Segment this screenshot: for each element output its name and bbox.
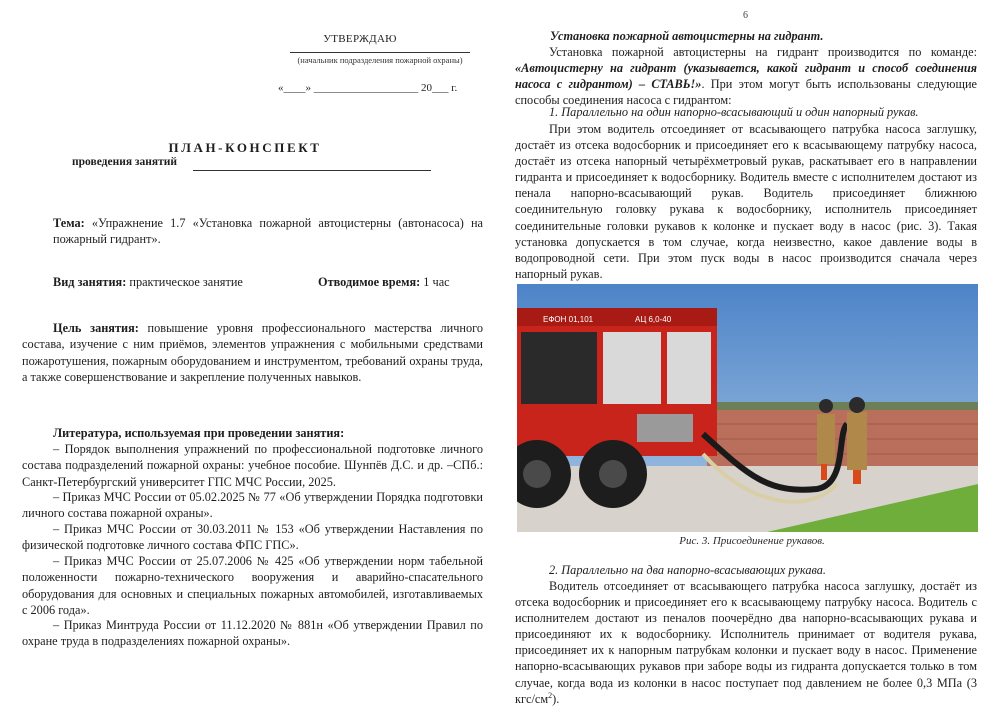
conduct-blank-line <box>193 170 431 171</box>
method-2-paragraph <box>515 578 977 707</box>
method-2-heading: 2. Параллельно на два напорно-всасывающих рукава. <box>549 563 826 577</box>
kind-label: Вид занятия: <box>53 275 127 289</box>
time-value: 1 час <box>420 275 450 289</box>
goal-text: повышение уровня профессионального мастерства личного состава, изучение с ним приёмов, элементов упражнения с мобильными средствами пожаротушения, пожарным оборудованием и инструментом, требований охраны труда, а также совершенствование и закрепление полученных навыков. <box>22 321 484 384</box>
literature-item: – Приказ МЧС России от 05.02.2025 № 77 «Об утверждении Порядка подготовки личного состава пожарной охраны». <box>22 490 483 521</box>
time-label: Отводимое время: <box>318 275 421 289</box>
literature-item: – Приказ МЧС России от 30.03.2011 № 153 «Об утверждении Наставления по физической подготовке личного состава ФПС ГПС». <box>22 522 483 553</box>
theme-label: Тема: <box>53 216 85 230</box>
goal-label: Цель занятия: <box>53 321 139 335</box>
lesson-kind <box>53 275 243 290</box>
intro-text: Установка пожарной автоцистерны на гидрант производится по команде: <box>549 45 977 59</box>
right-page <box>500 0 1000 715</box>
goal-paragraph <box>22 320 483 385</box>
approve-date-line: «____» ___________________ 20___ г. <box>278 82 458 94</box>
section-heading: Установка пожарной автоцистерны на гидрант. <box>550 29 824 43</box>
truck-side-text: ЕФОН 01,101 <box>543 315 594 324</box>
intro-paragraph <box>515 44 977 108</box>
theme-paragraph <box>53 215 483 247</box>
allotted-time <box>318 275 450 290</box>
conduct-label: проведения занятий <box>72 156 178 168</box>
approve-position-caption: (начальник подразделения пожарной охраны) <box>297 55 463 65</box>
method-2-text-end: ). <box>552 691 560 706</box>
intro-text-end: . При этом могут быть использованы следующие способы соединения насоса с гидрантом: <box>515 77 977 108</box>
theme-text: «Упражнение 1.7 «Установка пожарной автоцистерны (автонасоса) на пожарный гидрант». <box>53 216 483 246</box>
literature-item: – Приказ Минтруда России от 11.12.2020 № 881н «Об утверждении Правил по охране труда в подразделениях пожарной охраны». <box>22 618 483 649</box>
literature-heading: Литература, используемая при проведении занятия: <box>53 426 345 440</box>
page-number: 6 <box>743 10 748 21</box>
method-2-text: Водитель отсоединяет от всасывающего патрубка насоса заглушку, достаёт из отсека водосборник и присоединяет его к всасывающему патрубку насоса. Водитель с исполнителем достают из пеналов поочерёдно два напорно-всасывающих рукава и присоединяют их к водосборнику. Исполнитель принимает от водителя рукава, присоединяет их к напорным патрубкам колонки и пускает воду в насос. Применение напорно-всасывающих рукавов при заборе воды из гидранта допускается только в том случае, когда вода из колонки в насос поступает под давлением не более 0,3 МПа (3 кгс/см <box>515 579 977 706</box>
fire-truck-photo <box>517 284 978 532</box>
approve-label: УТВЕРЖДАЮ <box>323 33 397 45</box>
figure-caption: Рис. 3. Присоединение рукавов. <box>679 535 825 547</box>
superscript-2: 2 <box>548 690 553 700</box>
literature-item: – Приказ МЧС России от 25.07.2006 № 425 «Об утверждении норм табельной положенности пожарно-технического вооружения и аварийно-спасательного оборудования для основных и специальных пожарных автомобилей, изготавливаемых с 2006 года». <box>22 554 483 617</box>
truck-model-text: АЦ 6,0-40 <box>635 315 672 324</box>
literature-item: – Порядок выполнения упражнений по профессиональной подготовке личного состава подразделений пожарной охраны: учебное пособие. Шунпёв Д.С. и др. –СПб.: Санкт-Петербургский университет ГПС МЧС России, 2025. <box>22 442 483 489</box>
command-text: «Автоцистерну на гидрант (указывается, какой гидрант и способ соединения насоса с гидрантом) – СТАВЬ!» <box>515 61 977 92</box>
document-title: ПЛАН-КОНСПЕКТ <box>168 140 322 155</box>
method-1-heading: 1. Параллельно на один напорно-всасывающий и один напорный рукав. <box>549 105 919 119</box>
approve-signature-line <box>290 52 470 53</box>
kind-value: практическое занятие <box>126 275 243 289</box>
method-1-paragraph: При этом водитель отсоединяет от всасывающего патрубка насоса заглушку, достаёт из отсека водосборник и присоединяет его к всасывающему патрубку насоса, достаёт из отсека напорный четырёхметровый рукав, раскатывает его в направлении гидранта и присоединяет к водосборнику. Водитель вместе с исполнителем достают из пенала напорно-всасывающий рукав. Водитель присоединяет ближнюю соединительную головку рукава к водосборнику, исполнитель присоединяет соединительные головки рукавов к колонке и пускает воду в насос (рис. 3). Такая установка допускается в том случае, когда неизвестно, какое давление воды в водопроводной сети. При этом пуск воды в насос производится сначала через напорный рукав. <box>515 122 977 281</box>
